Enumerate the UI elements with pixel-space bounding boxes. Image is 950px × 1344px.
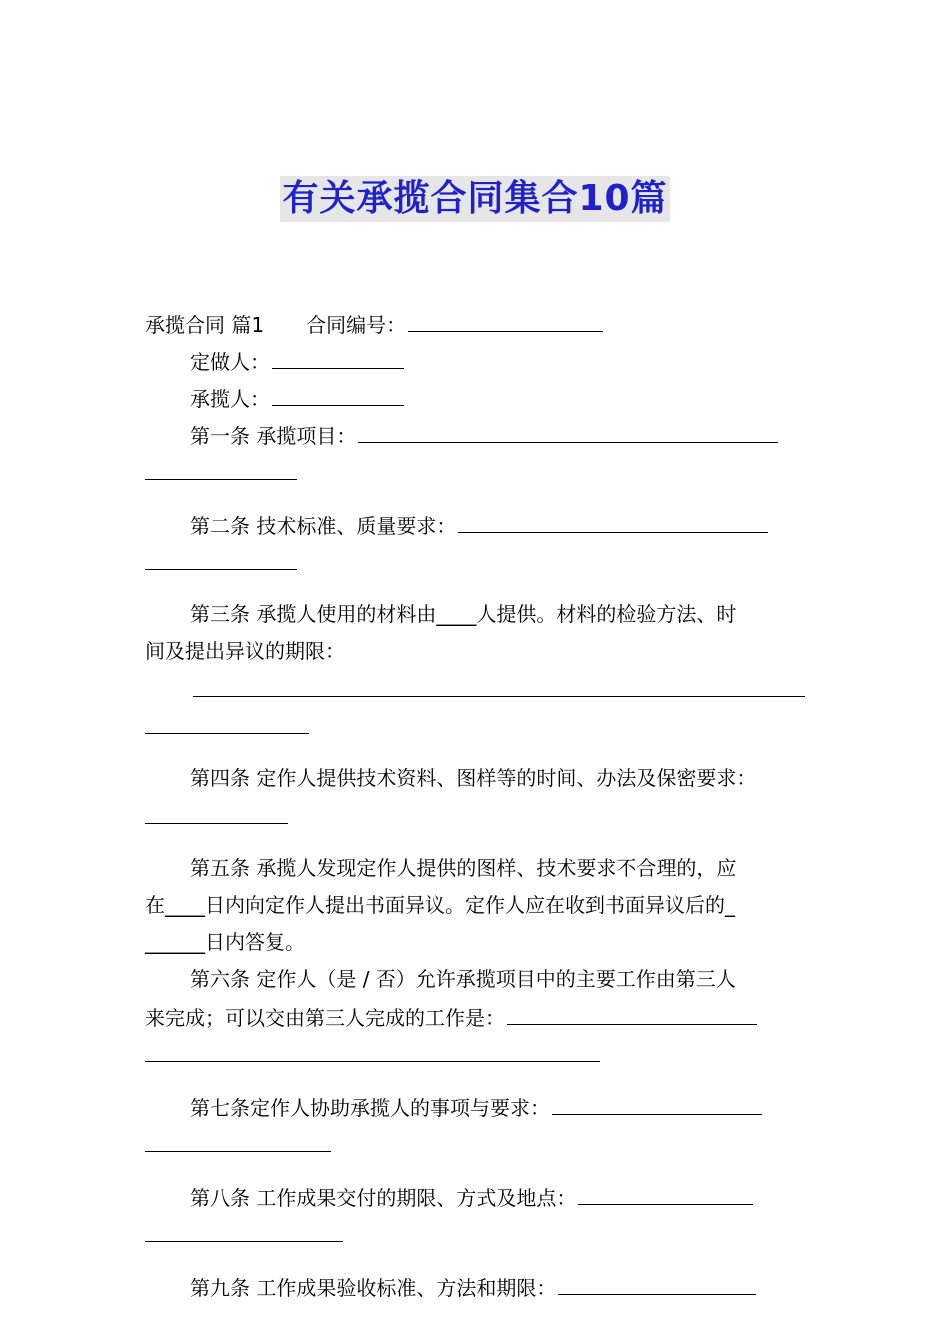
- article-6: [145, 961, 810, 998]
- article-1-text: 第一条 承揽项目：: [190, 424, 357, 448]
- article-7-blank-2: [145, 1125, 331, 1152]
- customer-line: [145, 342, 810, 379]
- article-9-text: 第九条 工作成果验收标准、方法和期限：: [190, 1276, 557, 1300]
- article-5-line-1: 第五条 承揽人发现定作人提供的图样、技术要求不合理的，应: [190, 856, 737, 880]
- article-4: [145, 760, 810, 797]
- article-3-cont: [145, 633, 810, 670]
- article-9-blank: [558, 1268, 756, 1295]
- contractor-label: 承揽人：: [190, 387, 270, 411]
- article-4-text: 第四条 定作人提供技术资料、图样等的时间、办法及保密要求：: [190, 766, 757, 790]
- article-2-text: 第二条 技术标准、质量要求：: [190, 514, 457, 538]
- article-3-line-1: 第三条 承揽人使用的材料由____人提供。材料的检验方法、时: [190, 602, 737, 626]
- article-3-blank-cont: [145, 707, 810, 744]
- article-2-blank-cont: [145, 543, 297, 570]
- article-1: [145, 416, 810, 453]
- article-2-cont: [145, 543, 810, 580]
- customer-label: 定做人：: [190, 350, 270, 374]
- article-7-blank: [552, 1088, 762, 1115]
- article-5-cont-2: [145, 924, 810, 961]
- contractor-blank: [272, 379, 404, 406]
- contract-number-label: 合同编号：: [306, 313, 407, 337]
- article-2: [145, 506, 810, 543]
- article-1-blank: [358, 416, 778, 443]
- header-line: [145, 305, 810, 342]
- article-3-blank-line: [145, 670, 810, 707]
- article-8-text: 第八条 工作成果交付的期限、方式及地点：: [190, 1186, 577, 1210]
- customer-blank: [272, 342, 404, 369]
- article-5: [145, 850, 810, 887]
- article-1-cont: [145, 453, 810, 490]
- article-3-blank-2: [145, 707, 309, 734]
- document-body: [145, 305, 810, 1305]
- document-title: 有关承揽合同集合10篇: [280, 176, 669, 222]
- article-7-text: 第七条定作人协助承揽人的事项与要求：: [190, 1096, 550, 1120]
- article-8-blank-2: [145, 1215, 343, 1242]
- article-6-line-2: 来完成；可以交由第三人完成的工作是：: [145, 1006, 505, 1030]
- article-6-line-1: 第六条 定作人（是 / 否）允许承揽项目中的主要工作由第三人: [190, 967, 736, 991]
- article-8-blank: [578, 1178, 753, 1205]
- contract-number-blank: [408, 305, 603, 332]
- article-8: [145, 1178, 810, 1215]
- article-7: [145, 1088, 810, 1125]
- article-5-line-3: ______日内答复。: [145, 930, 305, 954]
- article-5-line-2: 在____日内向定作人提出书面异议。定作人应在收到书面异议后的_: [145, 893, 735, 917]
- article-9: [145, 1268, 810, 1305]
- article-1-blank-cont: [145, 453, 297, 480]
- article-3: [145, 596, 810, 633]
- article-6-blank-2: [145, 1035, 600, 1062]
- article-4-blank: [145, 797, 288, 824]
- contractor-line: [145, 379, 810, 416]
- article-6-cont: [145, 998, 810, 1035]
- article-6-blank: [507, 998, 757, 1025]
- article-2-blank: [458, 506, 768, 533]
- article-5-cont-1: [145, 887, 810, 924]
- article-3-blank: [193, 670, 805, 697]
- article-7-cont: [145, 1125, 810, 1162]
- article-4-cont: [145, 797, 810, 834]
- article-3-line-2: 间及提出异议的期限：: [145, 639, 345, 663]
- document-title-wrap: [0, 176, 950, 222]
- section-heading: 承揽合同 篇1: [145, 313, 265, 337]
- article-8-cont: [145, 1215, 810, 1252]
- article-6-blank-line: [145, 1035, 810, 1072]
